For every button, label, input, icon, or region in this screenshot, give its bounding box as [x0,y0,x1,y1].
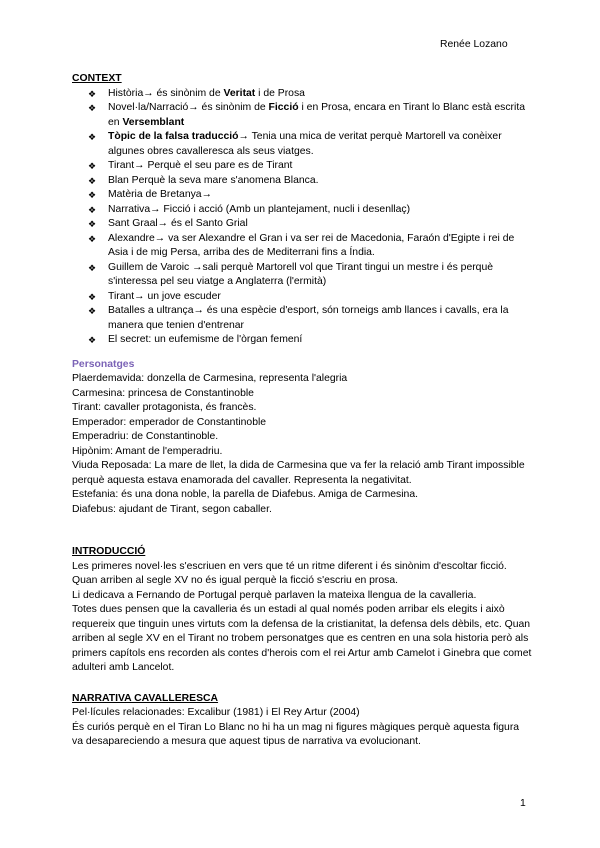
introduccio-section [72,560,532,676]
diamond-bullet-icon: ❖ [88,88,97,99]
context-item-text: i en Prosa, encara en Tirant lo Blanc està escrita en [108,102,525,128]
diamond-bullet-icon: ❖ [88,103,97,113]
diamond-bullet-icon: ❖ [88,306,97,316]
context-item-text: Versemblant [122,116,185,128]
context-item-text: Tirant→ Perquè el seu pare es de Tirant [108,160,293,171]
context-list [72,87,532,348]
diamond-bullet-icon: ❖ [88,132,97,142]
diamond-bullet-icon: ❖ [88,291,97,302]
introduccio-paragraph: Totes dues pensen que la cavalleria és un estadi al qual només poden arribar els elegits i això requereix que tinguin unes virtuts com la defensa de la cristianitat, la defensa dels dèbils, etc. Quan arriben al segle XV en el Tirant no trobem personatges que es centren en una sola historia però als primers capítols ens recorden als contes d'herois com el rei Artur amb Camelot i Ginebra que comet adulteri amb Lancelot. [72,604,532,673]
diamond-bullet-icon: ❖ [88,175,97,186]
introduccio-paragraph: Les primeres novel·les s'escriuen en vers que té un ritme diferent i és sinònim d'escoltar ficció. Quan arriben al segle XV no és igual perquè la ficció s'escriu en prosa. [72,560,507,586]
introduccio-paragraph: Li dedicava a Fernando de Portugal perquè parlaven la mateixa llengua de la cavalleria. [72,589,477,601]
context-item-text: Blan Perquè la seva mare s'anomena Blanca. [108,174,319,186]
author-name: Renée Lozano [440,39,508,50]
personatge-line: Hipònim: Amant de l'emperadriu. [72,445,223,457]
context-item [72,217,532,232]
personatge-line: Estefania: és una dona noble, la parella de Diafebus. Amiga de Carmesina. [72,489,418,500]
page-number: 1 [520,798,526,809]
diamond-bullet-icon: ❖ [88,262,97,273]
context-item-text: Batalles a ultrança→ és una espècie d'esport, són torneigs amb llances i cavalls, era la manera que tenien d'entrenar [108,305,509,331]
context-item [72,333,532,348]
context-item-text: Tirant→ un jove escuder [108,290,221,302]
context-item-text: Matèria de Bretanya→ [108,189,212,200]
personatge-line: Viuda Reposada: La mare de llet, la dida de Carmesina que va fer la relació amb Tirant impossible perquè aquesta estava enamorada del cavaller. Representa la negativitat. [72,460,525,486]
context-item [72,188,532,203]
context-item-text: Veritat [223,87,256,99]
diamond-bullet-icon: ❖ [88,204,97,215]
context-item-text: Sant Graal→ és el Santo Grial [108,218,248,229]
diamond-bullet-icon: ❖ [88,233,97,244]
context-item [72,290,532,305]
personatges-heading: Personatges [72,358,135,370]
context-item-text: Guillem de Varoic →sali perquè Martorell vol que Tirant tingui un mestre i és perquè s'interessa pel seu viatge a Anglaterra (l'ermità) [108,261,494,287]
context-item [72,174,532,189]
narrativa-section [72,706,532,750]
context-item [72,87,532,102]
context-item [72,159,532,174]
introduccio-heading: INTRODUCCIÓ [72,546,146,557]
personatge-line: Diafebus: ajudant de Tirant, segon caballer. [72,503,272,515]
diamond-bullet-icon: ❖ [88,161,97,171]
personatge-line: Plaerdemavida: donzella de Carmesina, representa l'alegria [72,373,348,384]
context-heading: CONTEXT [72,73,122,84]
context-item [72,101,532,130]
narrativa-paragraph: És curiós perquè en el Tiran Lo Blanc no hi ha un mag ni figures màgiques perquè aquesta figura va desapareciendo a mesura que aquest tipus de narrativa va evolucionant. [72,721,520,747]
context-item-text: Novel·la/Narració→ és sinònim de [108,102,269,113]
diamond-bullet-icon: ❖ [88,335,97,345]
context-item-text: i de Prosa [255,87,305,99]
personatges-list [72,372,532,517]
context-item-text: → Tenia una mica de veritat perquè Martorell va conèixer algunes obres cavalleresca als seus viatges. [108,131,502,157]
context-item [72,261,532,290]
context-item [72,203,532,218]
context-item-text: Història→ és sinònim de [108,87,224,99]
context-item [72,232,532,261]
diamond-bullet-icon: ❖ [88,219,97,229]
personatge-line: Emperadriu: de Constantinoble. [72,431,219,442]
personatge-line: Emperador: emperador de Constantinoble [72,416,267,428]
diamond-bullet-icon: ❖ [88,190,97,200]
context-item-text: Ficció [268,102,299,113]
context-item-text: El secret: un eufemisme de l'òrgan femení [108,334,303,345]
context-item-text: Narrativa→ Ficció i acció (Amb un plantejament, nucli i desenllaç) [108,203,411,215]
context-item-text: Alexandre→ va ser Alexandre el Gran i va ser rei de Macedonia, Faraón d'Egipte i rei de Asia i de mig Persa, arriba des de Mediterrani fins a Índia. [108,232,515,258]
narrativa-heading: NARRATIVA CAVALLERESCA [72,692,219,704]
context-item-text: Tòpic de la falsa traducció [108,131,239,142]
document-body [72,72,532,750]
personatge-line: Tirant: cavaller protagonista, és francès. [72,402,257,413]
context-item [72,304,532,333]
personatge-line: Carmesina: princesa de Constantinoble [72,387,254,399]
narrativa-paragraph: Pel·lícules relacionades: Excalibur (1981) i El Rey Artur (2004) [72,707,360,718]
context-item [72,130,532,159]
